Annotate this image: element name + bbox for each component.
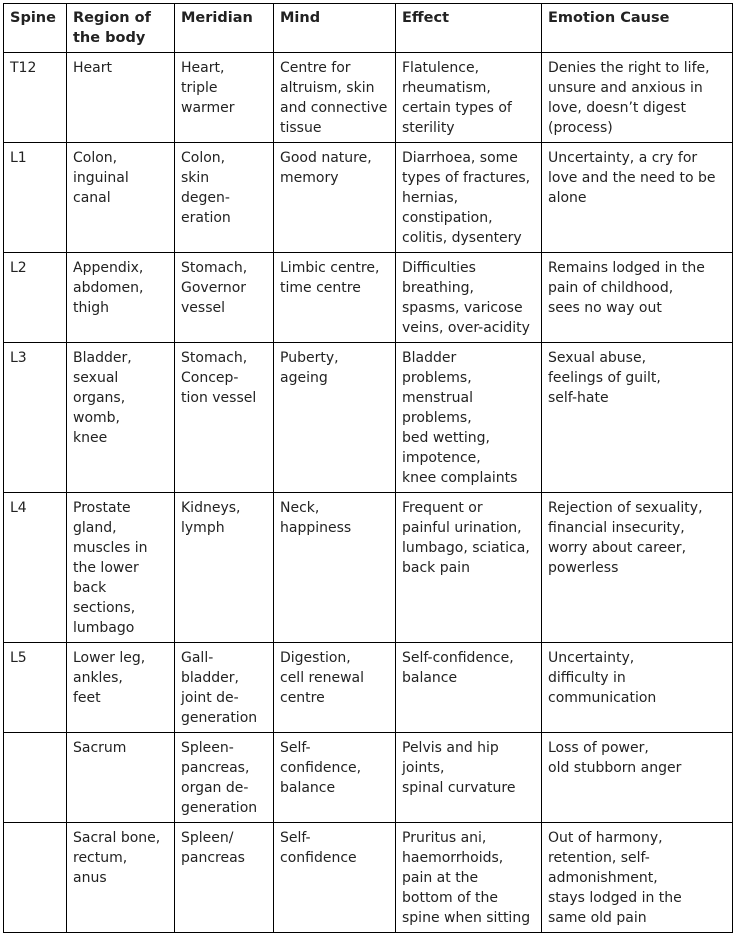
table-row — [4, 143, 733, 253]
cell-mind: Good nature, memory — [274, 143, 396, 253]
cell-emotion-cause: Denies the right to life, unsure and anxious in love, doesn’t digest (process) — [542, 53, 733, 143]
cell-meridian: Colon, skin degen- eration — [175, 143, 274, 253]
cell-emotion-cause: Uncertainty, difficulty in communication — [542, 643, 733, 733]
table-row — [4, 643, 733, 733]
header-effect: Effect — [396, 4, 542, 53]
cell-mind: Digestion, cell renewal centre — [274, 643, 396, 733]
table-row — [4, 53, 733, 143]
cell-region: Bladder, sexual organs, womb, knee — [67, 343, 175, 493]
cell-mind: Puberty, ageing — [274, 343, 396, 493]
cell-spine: L3 — [4, 343, 67, 493]
cell-effect: Flatulence, rheumatism, certain types of sterility — [396, 53, 542, 143]
cell-region: Prostate gland, muscles in the lower back sections, lumbago — [67, 493, 175, 643]
cell-effect: Diarrhoea, some types of fractures, hernias, constipation, colitis, dysentery — [396, 143, 542, 253]
table-header-row — [4, 4, 733, 53]
cell-spine — [4, 823, 67, 933]
cell-mind: Limbic centre, time centre — [274, 253, 396, 343]
header-mind: Mind — [274, 4, 396, 53]
cell-meridian: Heart, triple warmer — [175, 53, 274, 143]
cell-region: Lower leg, ankles, feet — [67, 643, 175, 733]
cell-mind: Centre for altruism, skin and connective tissue — [274, 53, 396, 143]
cell-meridian: Stomach, Concep- tion vessel — [175, 343, 274, 493]
table-row — [4, 343, 733, 493]
cell-region: Sacral bone, rectum, anus — [67, 823, 175, 933]
cell-effect: Difficulties breathing, spasms, varicose veins, over-acidity — [396, 253, 542, 343]
cell-mind: Self- confidence, balance — [274, 733, 396, 823]
cell-spine — [4, 733, 67, 823]
cell-meridian: Stomach, Governor vessel — [175, 253, 274, 343]
cell-emotion-cause: Rejection of sexuality, financial insecurity, worry about career, powerless — [542, 493, 733, 643]
header-spine: Spine — [4, 4, 67, 53]
cell-emotion-cause: Remains lodged in the pain of childhood, sees no way out — [542, 253, 733, 343]
cell-spine: L2 — [4, 253, 67, 343]
cell-region: Appendix, abdomen, thigh — [67, 253, 175, 343]
cell-mind: Neck, happiness — [274, 493, 396, 643]
cell-region: Heart — [67, 53, 175, 143]
cell-effect: Bladder problems, menstrual problems, bed wetting, impotence, knee complaints — [396, 343, 542, 493]
table-row — [4, 493, 733, 643]
cell-spine: T12 — [4, 53, 67, 143]
cell-spine: L4 — [4, 493, 67, 643]
cell-meridian: Kidneys, lymph — [175, 493, 274, 643]
header-meridian: Meridian — [175, 4, 274, 53]
cell-emotion-cause: Out of harmony, retention, self- admonishment, stays lodged in the same old pain — [542, 823, 733, 933]
header-region: Region of the body — [67, 4, 175, 53]
cell-emotion-cause: Uncertainty, a cry for love and the need to be alone — [542, 143, 733, 253]
cell-emotion-cause: Loss of power, old stubborn anger — [542, 733, 733, 823]
cell-effect: Frequent or painful urination, lumbago, sciatica, back pain — [396, 493, 542, 643]
cell-effect: Pruritus ani, haemorrhoids, pain at the bottom of the spine when sitting — [396, 823, 542, 933]
cell-emotion-cause: Sexual abuse, feelings of guilt, self-hate — [542, 343, 733, 493]
cell-effect: Pelvis and hip joints, spinal curvature — [396, 733, 542, 823]
cell-region: Colon, inguinal canal — [67, 143, 175, 253]
cell-effect: Self-confidence, balance — [396, 643, 542, 733]
header-emotion-cause: Emotion Cause — [542, 4, 733, 53]
cell-meridian: Spleen/ pancreas — [175, 823, 274, 933]
cell-meridian: Spleen- pancreas, organ de- generation — [175, 733, 274, 823]
cell-region: Sacrum — [67, 733, 175, 823]
spine-emotion-table — [3, 3, 733, 933]
table-row — [4, 733, 733, 823]
table-row — [4, 823, 733, 933]
cell-spine: L5 — [4, 643, 67, 733]
cell-meridian: Gall- bladder, joint de- generation — [175, 643, 274, 733]
cell-spine: L1 — [4, 143, 67, 253]
cell-mind: Self- confidence — [274, 823, 396, 933]
table-row — [4, 253, 733, 343]
